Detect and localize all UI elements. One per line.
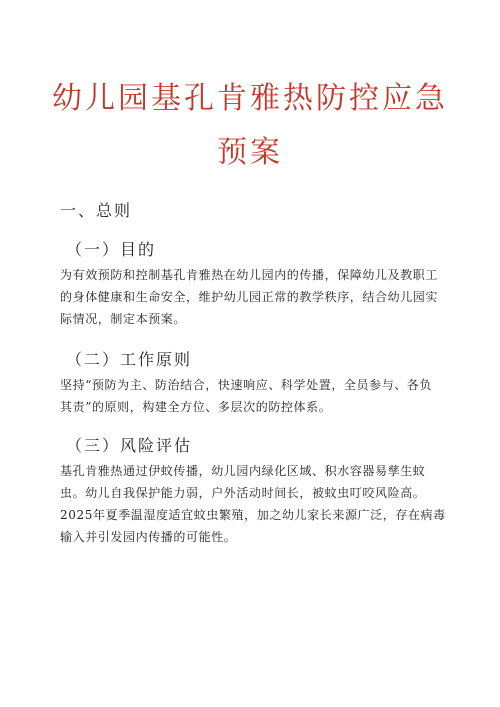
paragraph-principles bbox=[60, 374, 440, 418]
subsection-heading-risk-assessment: （三）风险评估 bbox=[66, 436, 193, 455]
paragraph-risk-assessment bbox=[60, 460, 446, 548]
document-title-line-2: 预案 bbox=[217, 135, 283, 170]
paragraph-line: 坚持“预防为主、防治结合，快速响应、科学处置，全员参与、各负 bbox=[60, 378, 433, 392]
paragraph-line: 的身体健康和生命安全，维护幼儿园正常的教学秩序，结合幼儿园实 bbox=[60, 290, 439, 304]
paragraph-line: 输入并引发园内传播的可能性。 bbox=[60, 530, 237, 544]
paragraph-line: 为有效预防和控制基孔肯雅热在幼儿园内的传播，保障幼儿及教职工 bbox=[60, 268, 439, 282]
paragraph-line: 其责”的原则，构建全方位、多层次的防控体系。 bbox=[60, 400, 332, 414]
section-heading-general: 一、总则 bbox=[60, 201, 133, 220]
paragraph-line: 虫。幼儿自我保护能力弱，户外活动时间长，被蚊虫叮咬风险高。 bbox=[60, 486, 426, 500]
paragraph-purpose bbox=[60, 264, 440, 330]
subsection-heading-principles: （二）工作原则 bbox=[66, 350, 193, 369]
subsection-heading-purpose: （一）目的 bbox=[66, 240, 157, 259]
document-title-line-1: 幼儿园基孔肯雅热防控应急 bbox=[52, 81, 448, 116]
paragraph-line: 2025年夏季温湿度适宜蚊虫繁殖，加之幼儿家长来源广泛，存在病毒 bbox=[60, 508, 446, 522]
paragraph-line: 际情况，制定本预案。 bbox=[60, 312, 187, 326]
paragraph-line: 基孔肯雅热通过伊蚊传播，幼儿园内绿化区域、积水容器易孳生蚊 bbox=[60, 464, 426, 478]
